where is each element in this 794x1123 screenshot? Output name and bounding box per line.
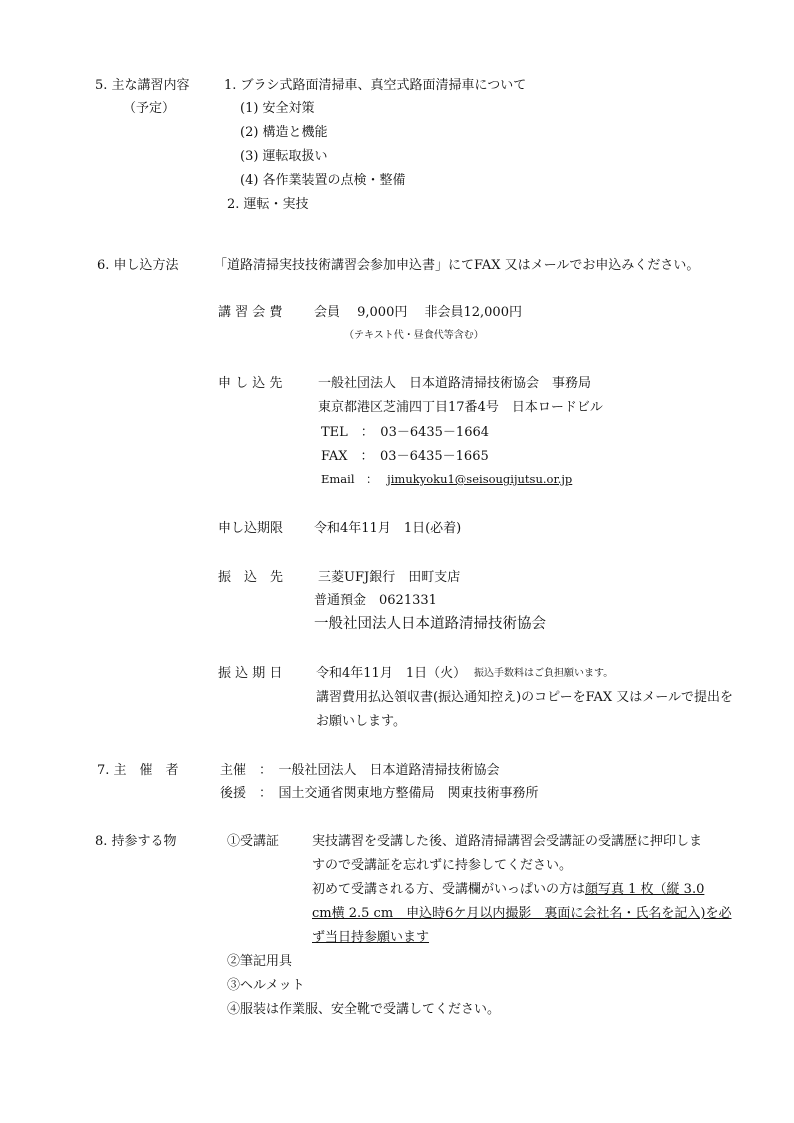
email-label: Email ： [321,472,378,486]
deadline-label: 申し込期限 [218,521,284,536]
course-item-2: 2. 運転・実技 [227,197,309,212]
course-subitem-4: (4) 各作業装置の点検・整備 [240,173,406,188]
course-subitem-3: (3) 運転取扱い [240,149,328,164]
destination-label: 申 し 込 先 [218,376,283,391]
destination-org: 一般社団法人 日本道路清掃技術協会 事務局 [318,376,592,391]
section-7-heading: 7. 主 催 者 [97,763,179,778]
course-subitem-2: (2) 構造と機能 [240,125,328,140]
bring-item-4: ④服装は作業服、安全靴で受講してください。 [227,1002,501,1017]
payment-date-value: 令和4年11月 1日（火） [316,666,467,681]
email-link[interactable]: jimukyoku1@seisougijutsu.or.jp [387,472,573,486]
fee-value: 会員 9,000円 非会員12,000円 [314,305,522,320]
fee-label: 講 習 会 費 [218,305,283,320]
destination-tel: TEL ： 03－6435－1664 [321,425,490,440]
bring-item-3: ③ヘルメット [227,978,305,993]
section-5-heading: 5. 主な講習内容 [95,78,190,93]
bring-item-1-line2: すので受講証を忘れずに持参してください。 [312,858,573,873]
bank-name: 三菱UFJ銀行 田町支店 [318,570,461,585]
section-5-subheading: （予定） [123,101,176,116]
bank-label: 振 込 先 [218,570,284,585]
deadline-value: 令和4年11月 1日(必着) [314,521,462,536]
receipt-instruction-line1: 講習費用払込領収書(振込通知控え)のコピーをFAX 又はメールで提出を [316,690,734,705]
payment-fee-note: 振込手数料はご負担願います。 [474,668,614,679]
destination-fax: FAX ： 03－6435－1665 [321,449,489,464]
bring-item-1-line5: ず当日持参願います [312,930,430,945]
section-6-heading: 6. 申し込方法 [97,258,179,273]
course-subitem-1: (1) 安全対策 [240,101,315,116]
organizer-support: 後援 ： 国土交通省関東地方整備局 関東技術事務所 [220,786,539,801]
bring-item-2: ②筆記用具 [227,954,293,969]
organizer-host: 主催 ： 一般社団法人 日本道路清掃技術協会 [220,763,500,778]
bring-item-1-label: ①受講証 [227,834,280,849]
bring-item-1-line3-underlined: 顔写真 1 枚（縦 3.0 [585,882,705,897]
destination-email-row [321,474,572,486]
application-intro: 「道路清掃実技技術講習会参加申込書」にてFAX 又はメールでお申込みください。 [214,258,700,273]
section-8-heading: 8. 持参する物 [95,834,177,849]
destination-address: 東京都港区芝浦四丁目17番4号 日本ロードビル [318,400,603,415]
bring-item-1-line3-plain: 初めて受講される方、受講欄がいっぱいの方は [312,882,586,897]
receipt-instruction-line2: お願いします。 [316,714,406,729]
bring-item-1-line4: cm横 2.5 cm 申込時6ケ月以内撮影 裏面に会社名・氏名を記入)を必 [312,906,732,921]
bring-item-1-line1: 実技講習を受講した後、道路清掃講習会受講証の受講歴に押印しま [312,834,703,849]
bank-account-holder: 一般社団法人日本道路清掃技術協会 [314,616,546,632]
bring-item-1-line3 [312,883,704,896]
payment-date-label: 振 込 期 日 [218,666,283,681]
course-item-1: 1. ブラシ式路面清掃車、真空式路面清掃車について [224,78,527,93]
bank-account: 普通預金 0621331 [314,593,437,608]
fee-note: （テキスト代・昼食代等含む） [344,330,484,341]
